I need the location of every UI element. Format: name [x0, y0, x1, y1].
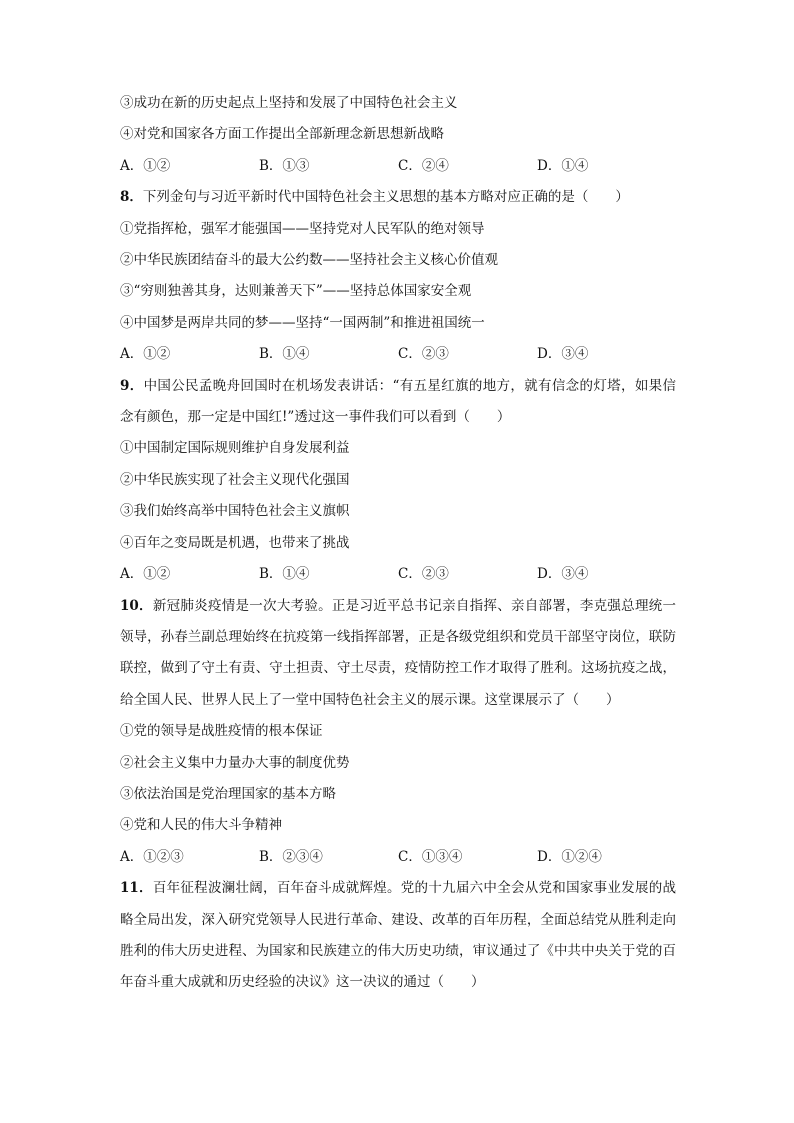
q9-option-b[interactable]: B．①④: [259, 566, 310, 583]
q9-item-2: ②中华民族实现了社会主义现代化强国: [120, 471, 350, 488]
q9-number: 9．: [120, 377, 144, 394]
q10-option-a[interactable]: A．①②③: [120, 848, 184, 865]
q10-options: [120, 842, 676, 873]
q11-stem-text: 百年征程波澜壮阔，百年奋斗成就辉煌。党的十九届六中全会从党和国家事业发展的战略全局出发，深入研究党领导人民进行革命、建设、改革的百年历程，全面总结党从胜利走向胜利的伟大历史进程、为国家和民族建立的伟大历史功绩，审议通过了《中共中央关于党的百年奋斗重大成就和历史经验的决议》这一决议的通过（ ）: [120, 880, 676, 991]
q10-option-c[interactable]: C．①③④: [398, 848, 463, 865]
q8-stem-text: 下列金句与习近平新时代中国特色社会主义思想的基本方略对应正确的是（ ）: [142, 189, 629, 206]
q10-item-2: ②社会主义集中力量办大事的制度优势: [120, 754, 350, 771]
q8-stem: [120, 182, 676, 213]
q10-option-d[interactable]: D．①②④: [537, 848, 602, 865]
q10-stem: [120, 591, 676, 717]
q10-number: 10．: [120, 597, 153, 614]
question-content: [120, 88, 676, 999]
q8-option-d[interactable]: D．③④: [537, 346, 589, 363]
q9-item-4: ④百年之变局既是机遇，也带来了挑战: [120, 534, 350, 551]
q7-option-b[interactable]: B．①③: [259, 157, 310, 174]
q8-option-b[interactable]: B．①④: [259, 346, 310, 363]
q8-option-c[interactable]: C．②③: [398, 346, 449, 363]
q9-option-d[interactable]: D．③④: [537, 566, 589, 583]
q10-item-1: ①党的领导是战胜疫情的根本保证: [120, 723, 323, 740]
q11-number: 11．: [120, 880, 153, 897]
q11-stem: [120, 873, 676, 999]
q8-number: 8．: [120, 189, 143, 206]
q10-option-b[interactable]: B．②③④: [259, 848, 323, 865]
q7-option-d[interactable]: D．①④: [537, 157, 589, 174]
q9-option-a[interactable]: A．①②: [120, 566, 171, 583]
q8-item-1: ①党指挥枪，强军才能强国——坚持党对人民军队的绝对领导: [120, 220, 485, 237]
q9-item-1: ①中国制定国际规则维护自身发展利益: [120, 440, 350, 457]
q8-item-3: ③“穷则独善其身，达则兼善天下”——坚持总体国家安全观: [120, 283, 472, 300]
q9-item-3: ③我们始终高举中国特色社会主义旗帜: [120, 503, 350, 520]
q7-options: [120, 151, 676, 182]
q7-option-c[interactable]: C．②④: [398, 157, 449, 174]
q9-stem-text: 中国公民孟晚舟回国时在机场发表讲话：“有五星红旗的地方，就有信念的灯塔，如果信念有颜色，那一定是中国红!”透过这一事件我们可以看到（ ）: [120, 377, 676, 426]
q8-item-2: ②中华民族团结奋斗的最大公约数——坚持社会主义核心价值观: [120, 252, 498, 269]
q9-stem: [120, 371, 676, 434]
q10-stem-text: 新冠肺炎疫情是一次大考验。正是习近平总书记亲自指挥、亲自部署，李克强总理统一领导，孙春兰副总理始终在抗疫第一线指挥部署，正是各级党组织和党员干部坚守岗位，联防联控，做到了守土有责、守土担责、守土尽责，疫情防控工作才取得了胜利。这场抗疫之战，给全国人民、世界人民上了一堂中国特色社会主义的展示课。这堂课展示了（ ）: [120, 597, 676, 708]
q8-option-a[interactable]: A．①②: [120, 346, 171, 363]
q9-options: [120, 559, 676, 590]
q10-item-3: ③依法治国是党治理国家的基本方略: [120, 785, 336, 802]
q7-item-3: ③成功在新的历史起点上坚持和发展了中国特色社会主义: [120, 95, 458, 111]
q9-option-c[interactable]: C．②③: [398, 566, 449, 583]
q8-item-4: ④中国梦是两岸共同的梦——坚持“一国两制”和推进祖国统一: [120, 314, 485, 331]
q7-option-a[interactable]: A．①②: [120, 157, 171, 174]
q7-item-4: ④对党和国家各方面工作提出全部新理念新思想新战略: [120, 126, 444, 143]
q10-item-4: ④党和人民的伟大斗争精神: [120, 817, 282, 834]
q8-options: [120, 339, 676, 370]
